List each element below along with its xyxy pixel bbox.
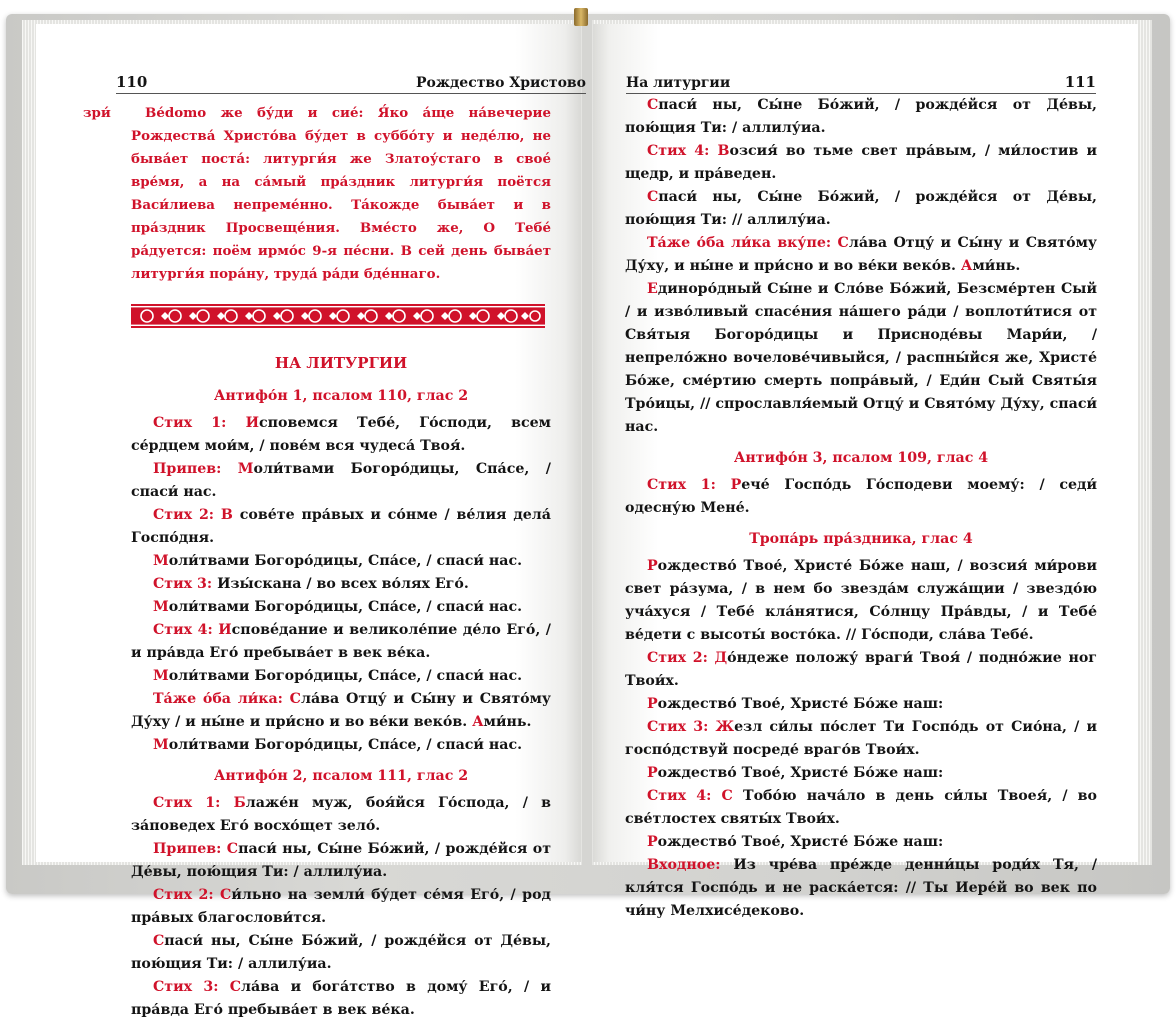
verse-rubric-label: Стих 2: В: [153, 507, 233, 523]
antiphon-3-heading: Антифо́н 3, псалом 109, глас 4: [733, 450, 989, 466]
verse-rubric-label: Р: [647, 765, 658, 781]
verse-rubric-label: Р: [647, 558, 658, 574]
verse-text: диноро́дный Сы́не и Сло́ве Бо́жий, Безсме́ртен Сый / и изво́ливый спасе́ния на́шего ра́ди / воплоти́тися от Свя́тыя Богоро́дицы и Присноде́вы Мари́и, / непрело́жно вочелове́чивыйся, / распны́йся же, Христе́ Бо́же, сме́ртию смерть попра́вый, / Еди́н Сый Святы́я Тро́ицы, // спрославля́емый Отцу́ и Свято́му Ду́ху, спаси́ нас.: [625, 281, 1097, 435]
verse-rubric-label: Входное:: [647, 857, 734, 873]
verse-rubric-label: Стих 4: В: [647, 143, 730, 159]
verse-rubric-label: М: [153, 668, 169, 684]
verse-line: [625, 831, 1097, 854]
verse-text: ми́нь.: [972, 258, 1021, 274]
left-page-number: 110: [116, 73, 148, 91]
verse-rubric-label: М: [153, 599, 169, 615]
verse-line: [131, 504, 551, 550]
verse-text: Изы́скана / во всех во́лях Его́.: [217, 576, 469, 592]
verse-text: оли́твами Богоро́дицы, Спа́се, / спаси́ нас.: [168, 668, 523, 684]
verse-rubric-label: Стих 2: С: [153, 887, 232, 903]
verse-text: ла́ва и бога́тство в дому́ Его́, / и пра́вда Его́ пребыва́ет в век ве́ка.: [131, 979, 551, 1018]
verse-text: оли́твами Богоро́дицы, Спа́се, / спаси́ нас.: [168, 599, 523, 615]
left-page: [36, 24, 586, 1018]
verse-text: Тобо́ю нача́ло в день си́лы Твоея́, / во све́тлостех святы́х Твои́х.: [625, 788, 1098, 827]
verse-text: ече́ Госпо́дь Го́сподеви моему́: / седи́ одесну́ю Мене́.: [625, 477, 1097, 516]
antiphon-3-verses: [625, 474, 1097, 520]
bookmark-ribbon: [574, 8, 588, 26]
verse-line: [131, 734, 551, 757]
verse-line: [131, 596, 551, 619]
verse-line: [131, 838, 551, 884]
verse-text: озсия́ во тьме свет пра́вым, / ми́лостив и щедр, и пра́веден.: [625, 143, 1098, 182]
antiphon-2-heading: Антифо́н 2, псалом 111, глас 2: [213, 768, 469, 784]
right-page-header: [626, 69, 1096, 94]
verse-line: [625, 140, 1097, 186]
verse-rubric-label: А: [472, 714, 484, 730]
verse-rubric-label: Стих 4: С: [647, 788, 733, 804]
verse-text: ождество́ Твое́, Христе́ Бо́же наш, / возсия́ ми́рови свет ра́зума, / в нем бо звезда́м служа́щии / звездо́ю уча́хуся / Тебе́ кла́нятися, Со́лнцу Пра́вды, / и Тебе́ ве́дети с высоты́ восто́ка. // Го́споди, сла́ва Тебе́.: [625, 558, 1097, 643]
troparion-verses: [625, 555, 1097, 923]
left-page-content: [83, 102, 552, 1022]
section-title: НА ЛИТУРГИИ: [274, 354, 408, 372]
verse-text: сове́те пра́вых и со́нме / ве́лия дела́ Госпо́дня.: [131, 507, 551, 546]
verse-text: ла́ва Отцу́ и Сы́ну и Свято́му Ду́ху / и ны́не и при́сно и во ве́ки веко́в.: [131, 691, 551, 730]
verse-line: [625, 716, 1097, 762]
verse-line: [131, 688, 551, 734]
verse-rubric-label: Стих 1: И: [153, 415, 260, 431]
verse-line: [625, 278, 1097, 439]
verse-rubric-label: Стих 3:: [153, 576, 218, 592]
verse-line: [131, 412, 551, 458]
verse-rubric-label: Стих 3: Ж: [647, 719, 735, 735]
verse-line: [625, 232, 1097, 278]
verse-rubric-label: Р: [647, 834, 658, 850]
verse-text: и́льно на земли́ бу́дет се́мя Его́, / род пра́вых благослови́тся.: [131, 887, 551, 926]
verse-text: о́ндеже положу́ враги́ Твоя́ / подно́жие ног Твои́х.: [625, 650, 1097, 689]
verse-text: Из чре́ва пре́жде денни́цы роди́х Тя, / кля́тся Госпо́дь и не раска́ется: // Ты Иере́й во век по чи́ну Мелхисе́деково.: [625, 857, 1098, 919]
antiphon-1-verses: [131, 412, 551, 757]
right-running-title: На литургии: [626, 75, 731, 91]
verse-rubric-label: Та́же о́ба ли́ка: С: [153, 691, 301, 707]
verse-rubric-label: Стих 1: Б: [153, 795, 246, 811]
rubric-text: Ве́domo же бу́ди и сие́: Я́ко а́ще на́вечерие Рождества́ Христо́ва бу́дет в суббо́ту и неде́лю, не быва́ет поста́: литурги́я же Златоу́стаго в своé вре́мя, а на са́мый пра́здник литурги́я поётся Васи́лиева непреме́нно. Тáкожде быва́ет и в пра́здник Просвеще́ния. Вме́сто же, О Тебе́ ра́дуется: поём ирмо́с 9-я пе́сни. В сей день быва́ет литурги́я пора́ну, труда́ ра́ди бде́ннаго.: [131, 105, 551, 282]
antiphon-2-verses: [131, 792, 551, 1022]
antiphon-1-heading: Антифо́н 1, псалом 110, глас 2: [213, 388, 469, 404]
verse-text: сповéдание и великоле́пие де́ло Его́, / и пра́вда Его́ пребыва́ет в век ве́ка.: [131, 622, 551, 661]
verse-text: лаже́н муж, боя́йся Го́спода, / в за́поведех Его́ восхо́щет зело́.: [131, 795, 551, 834]
verse-text: паси́ ны, Сы́не Бо́жий, / рожде́йся от Де́вы, пою́щия Ти: / аллилу́иа.: [131, 933, 551, 972]
decorative-band-icon: [131, 304, 551, 336]
left-running-title: Рождество Христово: [415, 75, 586, 91]
margin-note: зри́: [83, 105, 111, 121]
verse-rubric-label: А: [960, 258, 973, 274]
verse-rubric-label: Стих 2: Д: [647, 650, 728, 666]
verse-rubric-label: Стих 3: С: [153, 979, 242, 995]
verse-rubric-label: М: [153, 553, 169, 569]
verse-line: [625, 647, 1097, 693]
right-page-content: [625, 94, 1097, 923]
verse-rubric-label: Припев: М: [153, 461, 254, 477]
verse-text: сповемся Тебе́, Го́споди, всем се́рдцем мои́м, / пове́м вся чудеса́ Твоя́.: [131, 415, 551, 454]
verse-line: [131, 930, 551, 976]
verse-rubric-label: Стих 1: Р: [647, 477, 742, 493]
verse-rubric-label: Е: [647, 281, 658, 297]
verse-rubric-label: Стих 4: И: [153, 622, 232, 638]
verse-text: паси́ ны, Сы́не Бо́жий, / рожде́йся от Де́вы, пою́щия Ти: // аллилу́иа.: [625, 189, 1097, 228]
ornament-svg: [131, 304, 545, 328]
verse-line: [625, 762, 1097, 785]
verse-text: езл си́лы по́слет Ти Госпо́дь от Сио́на, / и госпо́дствуй посреде́ враго́в Твои́х.: [625, 719, 1097, 758]
verse-text: оли́твами Богоро́дицы, Спа́се, / спаси́ нас.: [168, 553, 523, 569]
verse-rubric-label: М: [153, 737, 169, 753]
verse-rubric-label: С: [153, 933, 165, 949]
verse-line: [625, 94, 1097, 140]
verse-line: [625, 186, 1097, 232]
verse-text: ождество́ Твое́, Христе́ Бо́же наш:: [657, 834, 944, 850]
verse-line: [625, 474, 1097, 520]
verse-text: ла́ва Отцу́ и Сы́ну и Свято́му Ду́ху, и ны́не и при́сно и во ве́ки веко́в.: [625, 235, 1097, 274]
verse-line: [625, 854, 1097, 923]
verse-rubric-label: Та́же о́ба ли́ка вку́пе: С: [647, 235, 849, 251]
verse-text: оли́твами Богоро́дицы, Спа́се, / спаси́ нас.: [168, 737, 523, 753]
verse-text: ождество́ Твое́, Христе́ Бо́же наш:: [657, 696, 944, 712]
verse-line: [625, 693, 1097, 716]
antiphon-2-continued-verses: [625, 94, 1097, 439]
verse-text: ождество́ Твое́, Христе́ Бо́же наш:: [657, 765, 944, 781]
verse-rubric-label: Припев: С: [153, 841, 239, 857]
verse-line: [131, 665, 551, 688]
right-page: [593, 24, 1138, 919]
verse-line: [625, 785, 1097, 831]
verse-text: паси́ ны, Сы́не Бо́жий, / рожде́йся от Де́вы, пою́щия Ти: / аллилу́иа.: [131, 841, 552, 880]
verse-rubric-label: С: [647, 189, 659, 205]
verse-line: [131, 573, 551, 596]
verse-text: паси́ ны, Сы́не Бо́жий, / рожде́йся от Де́вы, пою́щия Ти: / аллилу́иа.: [625, 97, 1097, 136]
verse-rubric-label: Р: [647, 696, 658, 712]
troparion-heading: Тропа́рь пра́здника, глас 4: [749, 531, 973, 547]
verse-line: [131, 458, 551, 504]
left-page-header: [116, 69, 586, 94]
rubric-block: [83, 102, 551, 286]
verse-line: [131, 619, 551, 665]
verse-line: [131, 976, 551, 1022]
verse-line: [131, 792, 551, 838]
verse-line: [131, 550, 551, 573]
verse-text: оли́твами Богоро́дицы, Спа́се, / спаси́ нас.: [131, 461, 551, 500]
verse-line: [131, 884, 551, 930]
verse-line: [625, 555, 1097, 647]
verse-rubric-label: С: [647, 97, 659, 113]
verse-text: ми́нь.: [483, 714, 532, 730]
right-page-number: 111: [1064, 73, 1096, 91]
